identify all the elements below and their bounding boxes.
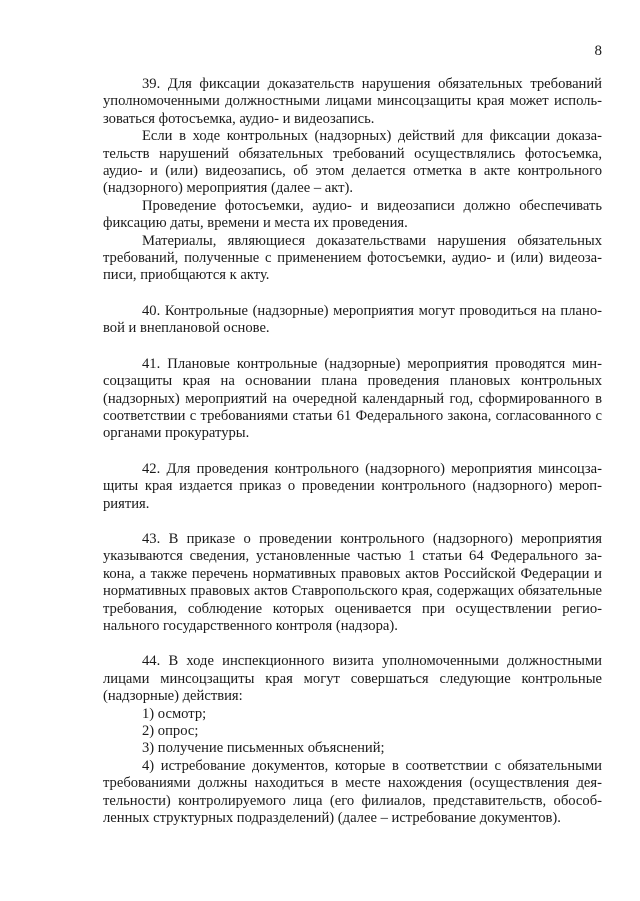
paragraph-42: 42. Для проведения контрольного (надзорного) мероприятия минсоцзащиты края издается приказ о проведении контрольного (надзорного) мероприятия. <box>103 460 602 512</box>
list-item-document-request: 4) истребование документов, которые в соответствии с обязательными требованиями должны находиться в месте нахождения (осуществления деятельности) контролируемого лица (его филиалов, представительств, обособленных структурных подразделений) (далее – истребование документов). <box>103 757 602 827</box>
list-item-inspection: 1) осмотр; <box>142 705 207 722</box>
page-number: 8 <box>594 43 602 59</box>
document-body <box>103 76 602 827</box>
paragraph-41: 41. Плановые контрольные (надзорные) мероприятия проводятся минсоцзащиты края на основании плана проведения плановых контрольных (надзорных) мероприятий на очередной календарный год, сформированного в соответствии с требованиями статьи 61 Федерального закона, согласованного с органами прокуратуры. <box>103 355 602 442</box>
list-item-written-explanations: 3) получение письменных объяснений; <box>142 740 385 757</box>
paragraph-39: 39. Для фиксации доказательств нарушения обязательных требований уполномоченными должностными лицами минсоцзащиты края может использоваться фотосъемка, аудио- и видеозапись. <box>103 76 602 127</box>
paragraph-39-recording-note: Если в ходе контрольных (надзорных) действий для фиксации доказательств нарушений обязательных требований осуществлялись фотосъемка, аудио- и (или) видеозапись, об этом делается отметка в акте контрольного (надзорного) мероприятия (далее – акт). <box>103 128 602 197</box>
paragraph-39-materials: Материалы, являющиеся доказательствами нарушения обязательных требований, полученные с применением фотосъемки, аудио- и (или) видеозаписи, приобщаются к акту. <box>103 232 602 284</box>
paragraph-43: 43. В приказе о проведении контрольного (надзорного) мероприятия указываются сведения, установленные частью 1 статьи 64 Федерального закона, а также перечень нормативных правовых актов Российской Федерации и нормативных правовых актов Ставропольского края, содержащих обязательные требования, соблюдение которых оценивается при осуществлении регионального государственного контроля (надзора). <box>103 530 602 634</box>
list-item-survey: 2) опрос; <box>142 723 199 739</box>
paragraph-40: 40. Контрольные (надзорные) мероприятия могут проводиться на плановой и внеплановой основе. <box>103 302 602 337</box>
paragraph-39-recording-requirements: Проведение фотосъемки, аудио- и видеозаписи должно обеспечивать фиксацию даты, времени и места их проведения. <box>103 197 602 232</box>
paragraph-44: 44. В ходе инспекционного визита уполномоченными должностными лицами минсоцзащиты края могут совершаться следующие контрольные (надзорные) действия: <box>103 653 602 705</box>
